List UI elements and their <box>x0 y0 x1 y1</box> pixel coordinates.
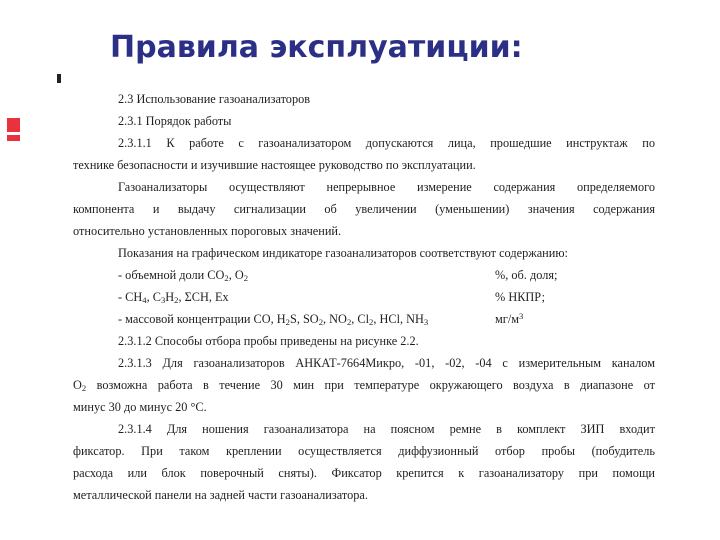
list-item <box>73 286 655 308</box>
list-item-label: - массовой концентрации CO, $H_2S$, $SO_2$, $NO_2$, $Cl_2$, HCl, $NH_3$ <box>118 312 429 327</box>
paragraph-line: Показания на графическом индикаторе газоанализаторов соответствуют содержанию: <box>118 246 568 260</box>
list-item <box>73 308 655 330</box>
paragraph-line: компонента и выдачу сигнализации об увеличении (уменьшении) значения содержания <box>73 202 655 216</box>
subsection-heading: 2.3.1 Порядок работы <box>118 114 232 128</box>
list-item-label: - объемной доли $CO_2$, $O_2$ <box>118 268 249 283</box>
paragraph-line: технике безопасности и изучившие настоящее руководство по эксплуатации. <box>73 158 476 172</box>
paragraph-line: 2.3.1.1 К работе с газоанализатором допускаются лица, прошедшие инструктаж по <box>118 136 655 150</box>
slide-title: Правила эксплуатиции: <box>110 30 523 65</box>
list-item-unit: $мг/м^3$ <box>495 311 524 326</box>
list-item-label: - $CH_4$, $C_3H_2$, ΣCH, Ex <box>118 290 229 305</box>
paragraph-line: 2.3.1.3 Для газоанализаторов АНКАТ-7664Микро, -01, -02, -04 с измерительным каналом <box>118 356 655 370</box>
paragraph-line: фиксатор. При таком креплении осуществляется диффузионный отбор пробы (побудитель <box>73 444 655 458</box>
list-item <box>73 264 655 286</box>
paragraph-line: 2.3.1.2 Способы отбора пробы приведены на рисунке 2.2. <box>118 334 419 348</box>
paragraph-line: металлической панели на задней части газоанализатора. <box>73 488 368 502</box>
paragraph-line: $O_2$ возможна работа в течение 30 мин при температуре окружающего воздуха в диапазоне от <box>73 378 655 393</box>
paragraph-line: относительно установленных пороговых значений. <box>73 224 342 238</box>
paragraph-line: расхода или блок поверочный сняты). Фиксатор крепится к газоанализатору при помощи <box>73 466 655 480</box>
list-item-unit: %, об. доля; <box>495 268 558 282</box>
list-item-unit: % НКПР; <box>495 290 545 304</box>
document-page <box>73 88 655 506</box>
section-heading: 2.3 Использование газоанализаторов <box>118 92 311 106</box>
red-accent-bar <box>7 118 20 132</box>
paragraph-line: минус 30 до минус 20 °C. <box>73 400 207 414</box>
red-accent-bar-small <box>7 135 20 141</box>
paragraph-line: Газоанализаторы осуществляют непрерывное измерение содержания определяемого <box>118 180 655 194</box>
paragraph-line: 2.3.1.4 Для ношения газоанализатора на поясном ремне в комплект ЗИП входит <box>118 422 655 436</box>
bullet-marker <box>57 74 61 83</box>
